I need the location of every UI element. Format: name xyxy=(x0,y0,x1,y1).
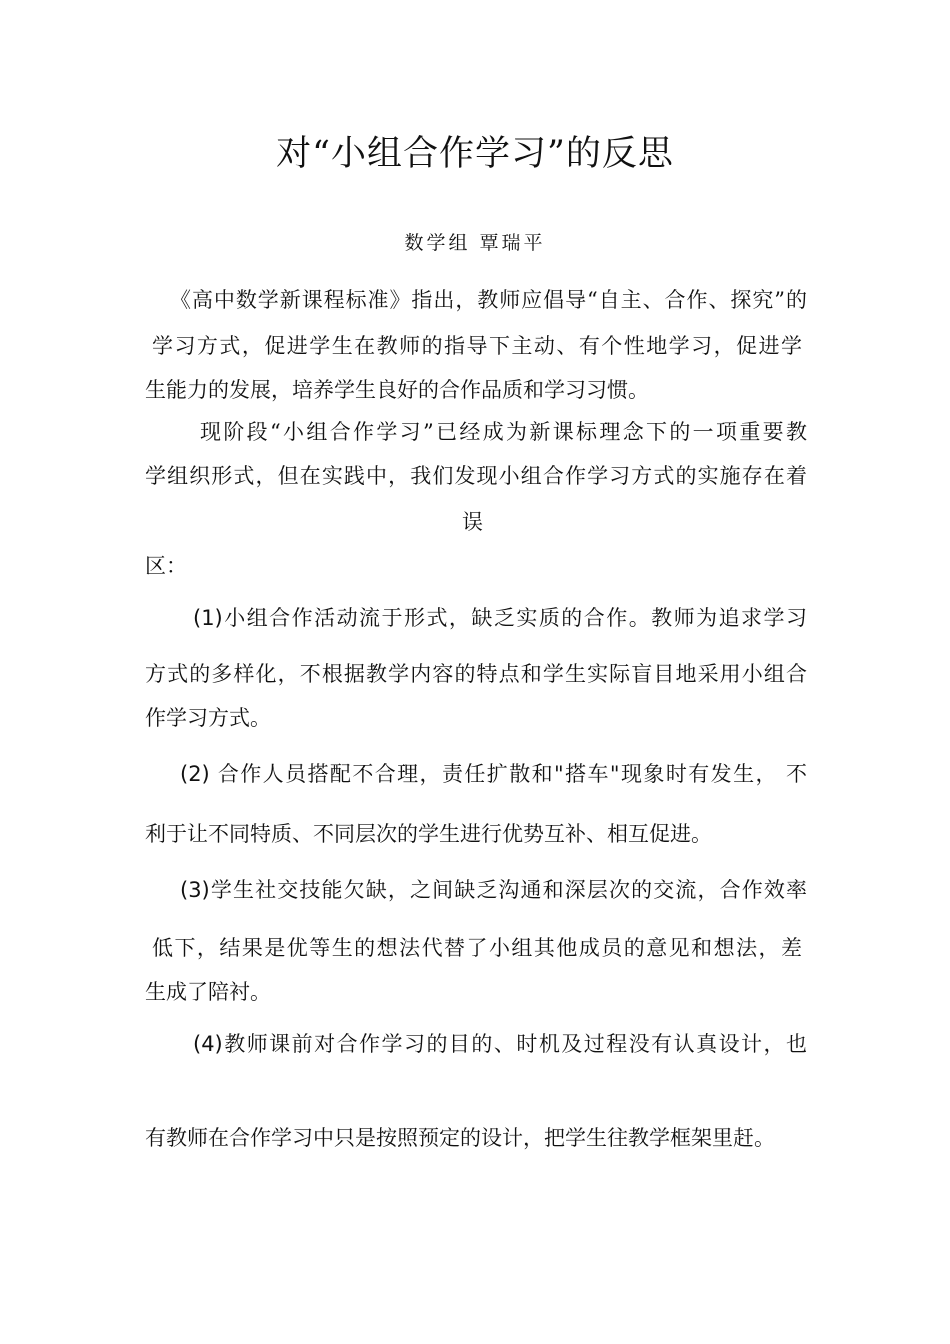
list-item-2 xyxy=(180,760,807,788)
body-line: 误 xyxy=(462,510,483,534)
body-line: 生能力的发展，培养学生良好的合作品质和学习习惯。 xyxy=(145,378,649,402)
body-line: 方式的多样化，不根据教学内容的特点和学生实际盲目地采用小组合 xyxy=(145,662,807,686)
document-title: 对“小组合作学习”的反思 xyxy=(276,134,674,174)
body-line: 利于让不同特质、不同层次的学生进行优势互补、相互促进。 xyxy=(145,822,712,846)
list-text: 教师课前对合作学习的目的、时机及过程没有认真设计，也 xyxy=(222,1032,807,1056)
body-line: 有教师在合作学习中只是按照预定的设计，把学生往教学框架里赶。 xyxy=(145,1126,775,1150)
list-item-4 xyxy=(193,1030,807,1058)
list-text: 学生社交技能欠缺，之间缺乏沟通和深层次的交流，合作效率 xyxy=(209,878,807,902)
list-marker: (4) xyxy=(193,1032,223,1056)
body-line: 低下，结果是优等生的想法代替了小组其他成员的意见和想法，差 xyxy=(152,936,802,960)
body-line: 区： xyxy=(145,554,187,578)
list-text: 小组合作活动流于形式，缺乏实质的合作。教师为追求学习 xyxy=(222,606,807,630)
list-marker: (2) xyxy=(180,762,210,786)
list-item-1 xyxy=(193,604,807,632)
list-item-3 xyxy=(180,876,807,904)
list-text: 合作人员搭配不合理，责任扩散和"搭车"现象时有发生， 不 xyxy=(217,762,807,786)
body-line: 学组织形式，但在实践中，我们发现小组合作学习方式的实施存在着 xyxy=(145,464,807,488)
body-line: 《高中数学新课程标准》指出，教师应倡导“自主、合作、探究”的 xyxy=(170,288,807,312)
body-line: 学习方式，促进学生在教师的指导下主动、有个性地学习，促进学 xyxy=(152,334,802,358)
list-marker: (3) xyxy=(180,878,210,902)
body-line: 生成了陪衬。 xyxy=(145,980,271,1004)
author-line: 数学组 覃瑞平 xyxy=(404,232,546,254)
body-line: 现阶段“小组合作学习”已经成为新课标理念下的一项重要教 xyxy=(200,420,807,444)
list-marker: (1) xyxy=(193,606,223,630)
body-line: 作学习方式。 xyxy=(145,706,271,730)
